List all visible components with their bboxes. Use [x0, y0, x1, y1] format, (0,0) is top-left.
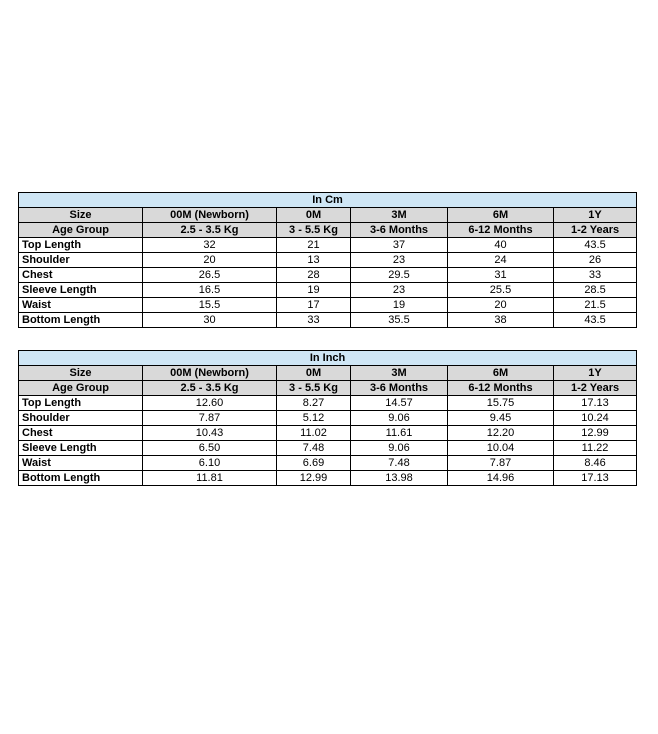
measurement-cell: 7.48 [277, 441, 351, 456]
measurement-label: Sleeve Length [19, 441, 143, 456]
measurement-cell: 33 [277, 313, 351, 328]
measurement-label: Top Length [19, 238, 143, 253]
measurement-cell: 28 [277, 268, 351, 283]
table-row [19, 426, 637, 441]
measurement-cell: 20 [143, 253, 277, 268]
header-cell: 3 - 5.5 Kg [277, 223, 351, 238]
measurement-cell: 9.06 [351, 441, 448, 456]
size-chart-cm-body [19, 193, 637, 328]
measurement-cell: 8.27 [277, 396, 351, 411]
table-row [19, 268, 637, 283]
measurement-cell: 10.24 [554, 411, 637, 426]
measurement-cell: 11.81 [143, 471, 277, 486]
table-row [19, 298, 637, 313]
measurement-cell: 16.5 [143, 283, 277, 298]
measurement-cell: 21 [277, 238, 351, 253]
table-title-row [19, 351, 637, 366]
header-label: Size [19, 208, 143, 223]
measurement-cell: 43.5 [554, 313, 637, 328]
measurement-cell: 9.06 [351, 411, 448, 426]
measurement-cell: 11.22 [554, 441, 637, 456]
measurement-label: Shoulder [19, 253, 143, 268]
measurement-cell: 30 [143, 313, 277, 328]
measurement-cell: 10.43 [143, 426, 277, 441]
header-cell: 0M [277, 208, 351, 223]
table-row [19, 313, 637, 328]
measurement-cell: 19 [277, 283, 351, 298]
measurement-cell: 17.13 [554, 396, 637, 411]
table-row [19, 283, 637, 298]
size-chart-inch-body [19, 351, 637, 486]
measurement-label: Sleeve Length [19, 283, 143, 298]
measurement-cell: 12.60 [143, 396, 277, 411]
header-cell: 6-12 Months [448, 381, 554, 396]
measurement-cell: 33 [554, 268, 637, 283]
measurement-cell: 19 [351, 298, 448, 313]
table-title-row [19, 193, 637, 208]
table-title: In Inch [19, 351, 637, 366]
measurement-cell: 7.87 [143, 411, 277, 426]
measurement-cell: 6.10 [143, 456, 277, 471]
measurement-cell: 12.99 [554, 426, 637, 441]
header-cell: 1-2 Years [554, 223, 637, 238]
header-cell: 6M [448, 208, 554, 223]
measurement-label: Top Length [19, 396, 143, 411]
measurement-cell: 7.87 [448, 456, 554, 471]
measurement-cell: 14.96 [448, 471, 554, 486]
measurement-cell: 8.46 [554, 456, 637, 471]
header-cell: 3-6 Months [351, 223, 448, 238]
header-cell: 3M [351, 366, 448, 381]
measurement-cell: 17.13 [554, 471, 637, 486]
header-cell: 00M (Newborn) [143, 208, 277, 223]
size-chart-cm-table [18, 192, 637, 328]
header-cell: 6-12 Months [448, 223, 554, 238]
table-row [19, 253, 637, 268]
measurement-cell: 11.02 [277, 426, 351, 441]
header-row [19, 208, 637, 223]
measurement-cell: 29.5 [351, 268, 448, 283]
measurement-cell: 20 [448, 298, 554, 313]
measurement-cell: 35.5 [351, 313, 448, 328]
measurement-cell: 12.99 [277, 471, 351, 486]
table-row [19, 441, 637, 456]
header-row [19, 366, 637, 381]
size-chart-inch-table [18, 350, 637, 486]
measurement-cell: 13 [277, 253, 351, 268]
measurement-cell: 5.12 [277, 411, 351, 426]
header-label: Size [19, 366, 143, 381]
header-cell: 1Y [554, 366, 637, 381]
measurement-cell: 25.5 [448, 283, 554, 298]
measurement-cell: 11.61 [351, 426, 448, 441]
table-title: In Cm [19, 193, 637, 208]
measurement-cell: 17 [277, 298, 351, 313]
measurement-cell: 32 [143, 238, 277, 253]
header-cell: 3 - 5.5 Kg [277, 381, 351, 396]
header-cell: 3-6 Months [351, 381, 448, 396]
measurement-cell: 6.69 [277, 456, 351, 471]
measurement-cell: 43.5 [554, 238, 637, 253]
measurement-cell: 37 [351, 238, 448, 253]
header-cell: 2.5 - 3.5 Kg [143, 223, 277, 238]
table-row [19, 456, 637, 471]
measurement-cell: 23 [351, 283, 448, 298]
measurement-cell: 6.50 [143, 441, 277, 456]
measurement-cell: 10.04 [448, 441, 554, 456]
measurement-cell: 28.5 [554, 283, 637, 298]
measurement-cell: 24 [448, 253, 554, 268]
measurement-cell: 21.5 [554, 298, 637, 313]
header-cell: 2.5 - 3.5 Kg [143, 381, 277, 396]
measurement-cell: 7.48 [351, 456, 448, 471]
header-cell: 1-2 Years [554, 381, 637, 396]
header-cell: 0M [277, 366, 351, 381]
measurement-label: Bottom Length [19, 313, 143, 328]
measurement-label: Waist [19, 456, 143, 471]
header-cell: 1Y [554, 208, 637, 223]
measurement-cell: 15.75 [448, 396, 554, 411]
table-row [19, 411, 637, 426]
measurement-cell: 14.57 [351, 396, 448, 411]
header-label: Age Group [19, 223, 143, 238]
measurement-cell: 12.20 [448, 426, 554, 441]
measurement-cell: 26 [554, 253, 637, 268]
measurement-cell: 26.5 [143, 268, 277, 283]
measurement-cell: 13.98 [351, 471, 448, 486]
measurement-label: Chest [19, 426, 143, 441]
measurement-cell: 15.5 [143, 298, 277, 313]
measurement-cell: 38 [448, 313, 554, 328]
measurement-label: Chest [19, 268, 143, 283]
measurement-cell: 23 [351, 253, 448, 268]
header-row [19, 223, 637, 238]
measurement-cell: 40 [448, 238, 554, 253]
measurement-label: Waist [19, 298, 143, 313]
header-row [19, 381, 637, 396]
header-cell: 3M [351, 208, 448, 223]
measurement-label: Bottom Length [19, 471, 143, 486]
header-cell: 00M (Newborn) [143, 366, 277, 381]
measurement-cell: 31 [448, 268, 554, 283]
table-row [19, 238, 637, 253]
header-label: Age Group [19, 381, 143, 396]
table-row [19, 471, 637, 486]
measurement-label: Shoulder [19, 411, 143, 426]
measurement-cell: 9.45 [448, 411, 554, 426]
header-cell: 6M [448, 366, 554, 381]
table-row [19, 396, 637, 411]
